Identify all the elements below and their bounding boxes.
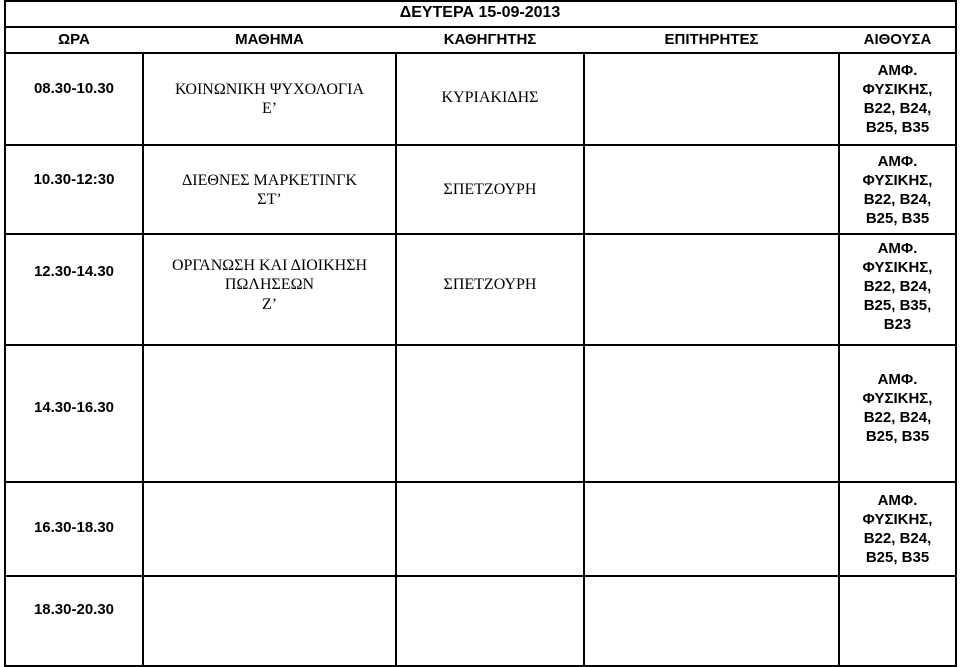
row-2-professor: ΣΠΕΤΖΟΥΡΗ [443, 181, 537, 198]
schedule-date-title: ΔΕΥΤΕΡΑ 15-09-2013 [399, 4, 561, 21]
row-3-course-line-1: ΟΡΓΑΝΩΣΗ ΚΑΙ ΔΙΟΙΚΗΣΗ [171, 257, 368, 274]
row-3-room-line-1: ΑΜΦ. [877, 240, 918, 257]
header-professor: ΚΑΘΗΓΗΤΗΣ [443, 31, 537, 48]
header-room: ΑΙΘΟΥΣΑ [863, 31, 932, 48]
row-2-room-line-4: Β25, Β35 [865, 210, 930, 227]
row-divider-4 [4, 481, 957, 483]
row-divider-2 [4, 233, 957, 235]
header-time: ΩΡΑ [58, 31, 90, 48]
row-divider-5 [4, 575, 957, 577]
row-3-time: 12.30-14.30 [33, 263, 115, 280]
row-5-room-line-3: Β22, Β24, [863, 530, 932, 547]
row-divider-3 [4, 344, 957, 346]
row-5-room-line-4: Β25, Β35 [865, 549, 930, 566]
row-divider-header [4, 52, 957, 54]
row-1-room-line-1: ΑΜΦ. [877, 62, 918, 79]
row-1-course-line-2: Ε’ [261, 100, 278, 117]
row-divider-1 [4, 144, 957, 146]
row-4-time: 14.30-16.30 [33, 399, 115, 416]
row-4-room-line-3: Β22, Β24, [863, 409, 932, 426]
row-4-room-line-1: ΑΜΦ. [877, 371, 918, 388]
table-border-right [955, 0, 957, 667]
row-1-room-line-3: Β22, Β24, [863, 100, 932, 117]
row-2-time: 10.30-12:30 [33, 171, 115, 188]
row-5-time: 16.30-18.30 [33, 519, 115, 536]
row-3-course-line-2: ΠΩΛΗΣΕΩΝ [224, 276, 315, 293]
row-2-course-line-1: ΔΙΕΘΝΕΣ ΜΑΡΚΕΤΙΝΓΚ [181, 172, 358, 189]
row-2-room-line-1: ΑΜΦ. [877, 153, 918, 170]
row-3-room-line-3: Β22, Β24, [863, 278, 932, 295]
row-3-professor: ΣΠΕΤΖΟΥΡΗ [443, 276, 537, 293]
header-course: ΜΑΘΗΜΑ [235, 31, 304, 48]
row-5-room-line-1: ΑΜΦ. [877, 492, 918, 509]
row-1-room-line-2: ΦΥΣΙΚΗΣ, [862, 81, 933, 98]
table-border-top [4, 0, 957, 2]
row-3-room-line-2: ΦΥΣΙΚΗΣ, [862, 259, 933, 276]
row-3-room-line-5: Β23 [883, 316, 912, 333]
header-supervisors: ΕΠΙΤΗΡΗΤΕΣ [664, 31, 759, 48]
row-1-professor: ΚΥΡΙΑΚΙΔΗΣ [441, 89, 539, 106]
row-5-room-line-2: ΦΥΣΙΚΗΣ, [862, 511, 933, 528]
row-4-room-line-2: ΦΥΣΙΚΗΣ, [862, 390, 933, 407]
row-1-time: 08.30-10.30 [33, 80, 115, 97]
row-1-room-line-4: Β25, Β35 [865, 119, 930, 136]
row-divider-title [4, 26, 957, 28]
row-6-time: 18.30-20.30 [33, 601, 115, 618]
row-2-room-line-3: Β22, Β24, [863, 191, 932, 208]
row-2-room-line-2: ΦΥΣΙΚΗΣ, [862, 172, 933, 189]
row-4-room-line-4: Β25, Β35 [865, 428, 930, 445]
row-3-course-line-3: Ζ’ [261, 296, 278, 313]
row-1-course-line-1: ΚΟΙΝΩΝΙΚΗ ΨΥΧΟΛΟΓΙΑ [174, 81, 365, 98]
row-3-room-line-4: Β25, Β35, [863, 297, 932, 314]
table-border-left [4, 0, 6, 667]
row-2-course-line-2: ΣΤ’ [257, 191, 282, 208]
